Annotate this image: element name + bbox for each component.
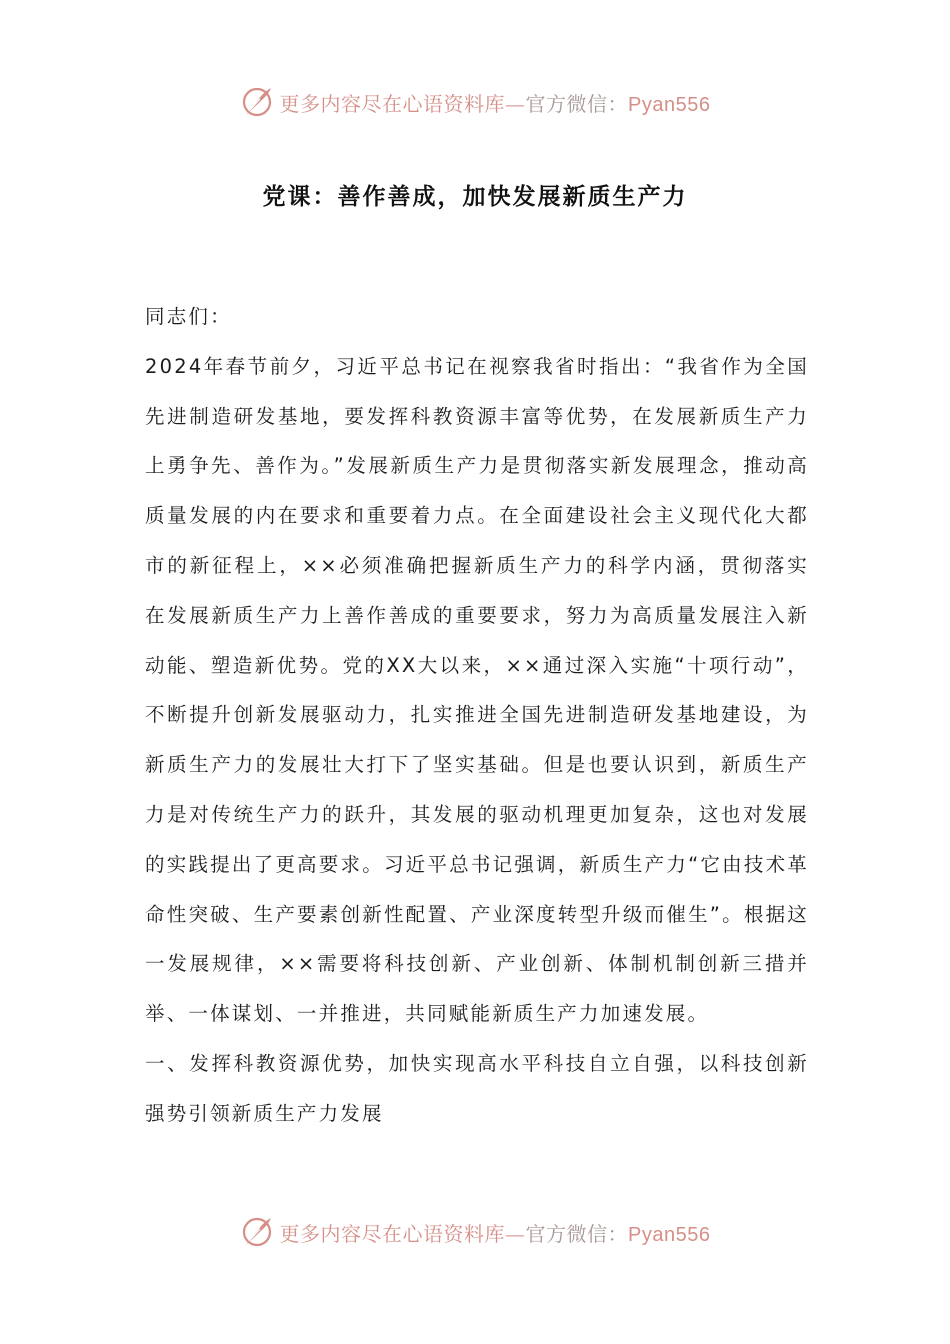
watermark-text (280, 1218, 711, 1247)
watermark-separator: — (505, 91, 526, 116)
section-heading-1: 一、发挥科教资源优势，加快实现高水平科技自立自强，以科技创新强势引领新质生产力发展 (145, 1051, 809, 1125)
watermark-brand: 更多内容尽在心语资料库 (279, 91, 506, 116)
watermark-wechat-id: Pyan556 (628, 93, 711, 116)
watermark-separator: — (505, 1221, 526, 1246)
watermark-wechat-id: Pyan556 (628, 1223, 711, 1246)
header-watermark (0, 82, 950, 122)
watermark-label: 官方微信： (525, 91, 629, 116)
watermark-text (280, 88, 711, 117)
watermark-label: 官方微信： (525, 1221, 629, 1246)
quill-logo-icon (240, 85, 274, 119)
paragraph-1: 2024年春节前夕，习近平总书记在视察我省时指出：“我省作为全国先进制造研发基地，要发挥科教资源丰富等优势，在发展新质生产力上勇争先、善作为。”发展新质生产力是贯彻落实新发展理念，推动高质量发展的内在要求和重要着力点。在全面建设社会主义现代化大都市的新征程上，××必须准确把握新质生产力的科学内涵，贯彻落实在发展新质生产力上善作善成的重要要求，努力为高质量发展注入新动能、塑造新优势。党的XX大以来，××通过深入实施“十项行动”，不断提升创新发展驱动力，扎实推进全国先进制造研发基地建设，为新质生产力的发展壮大打下了坚实基础。但是也要认识到，新质生产力是对传统生产力的跃升，其发展的驱动机理更加复杂，这也对发展的实践提出了更高要求。习近平总书记强调，新质生产力“它由技术革命性突破、生产要素创新性配置、产业深度转型升级而催生”。根据这一发展规律，××需要将科技创新、产业创新、体制机制创新三措并举、一体谋划、一并推进，共同赋能新质生产力加速发展。 (145, 354, 809, 1026)
document-body (145, 292, 809, 1139)
footer-watermark (0, 1212, 950, 1252)
watermark-brand: 更多内容尽在心语资料库 (279, 1221, 506, 1246)
document-title: 党课：善作善成，加快发展新质生产力 (262, 184, 688, 210)
quill-logo-icon (240, 1215, 274, 1249)
greeting: 同志们： (145, 305, 232, 328)
